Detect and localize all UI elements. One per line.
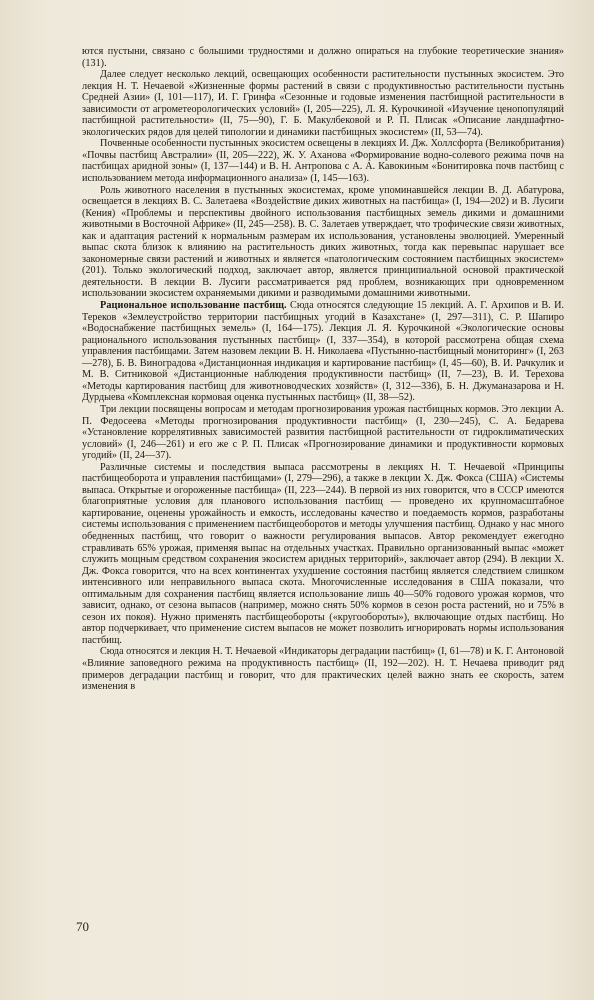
section-heading: Рациональное использование пастбищ.	[100, 300, 287, 312]
paragraph-2: Далее следует несколько лекций, освещающих особенности растительности пустынных экосистем. Это лекция Н. Т. Нечаевой «Жизненные формы растений в связи с продуктивностью растительности пустынь Средней Азии» (I, 101—117), И. Г. Гринфа «Сезонные и годовые изменения пастбищной растительности в зависимости от агрометеорологических условий» (I, 205—225), Л. Я. Курочкиной «Изучение ценопопуляций пастбищной растительности» (II, 75—90), Г. Б. Макулбековой и Р. П. Плисак «Описание ландшафтно-экологических рядов для целей типологии и динамики пастбищных экосистем» (II, 53—74).	[82, 69, 564, 138]
paragraph-8: Сюда относятся и лекция Н. Т. Нечаевой «Индикаторы деградации пастбищ» (I, 61—78) и К. Г. Антоновой «Влияние заповедного режима на продуктивность пастбищ» (II, 192—202). Н. Т. Нечаева приводит ряд примеров деградации пастбищ и говорит, что для практических целей важно знать ее скорость, затем изменения в	[82, 646, 564, 693]
paragraph-5-text: Сюда относятся следующие 15 лекций. А. Г. Архипов и В. И. Тереков «Землеустройство территории пастбищных угодий в Казахстане» (I, 297—311), С. Р. Шапиро «Водоснабжение пастбищных земель» (I, 164—175). Лекция Л. Я. Курочкиной «Экологические основы рационального использования пустынных пастбищ» (I, 337—354), в которой рассмотрена общая схема управления пастбищами. Затем назовем лекции В. Н. Николаева «Пустынно-пастбищный мониторинг» (I, 263—278), Б. В. Виноградова «Дистанционная индикация и картирование пастбищ» (I, 45—60), В. И. Рачкулик и М. В. Ситниковой «Дистанционные наблюдения продуктивности пастбищ» (II, 7—23), В. И. Терехова «Методы картирования пастбищ для животноводческих хозяйств» (I, 312—336), Б. Н. Джуманазарова и Н. Дурдыева «Комплексная кормовая оценка пустынных пастбищ» (II, 38—52).	[82, 300, 564, 404]
body-text	[82, 46, 564, 693]
paragraph-4: Роль животного населения в пустынных экосистемах, кроме упоминавшейся лекции В. Д. Абатурова, освещается в лекциях В. С. Залетаева «Воздействие диких животных на пастбища» (I, 194—202) и В. Лусиги (Кения) «Проблемы и перспективы двойного использования пастбищных земель дикими и домашними животными в Восточной Африке» (II, 245—258). В. С. Залетаев утверждает, что трофические связи животных, как и адаптация растений к нормальным размерам их использования, установлены эволюцией. Умеренный выпас скота близок к влиянию на растительность диких животных, тогда как перевыпас нарушает все закономерные связи растений и животных и является «патологическим состоянием пастбищных экосистем» (201). Только экологический подход, заключает автор, является принципиальной основой практической деятельности. В лекции В. Лусиги рассматривается ряд проблем, возникающих при одновременном использовании экосистем охраняемыми дикими и разводимыми домашними животными.	[82, 184, 565, 300]
page-number: 70	[76, 919, 89, 934]
paragraph-6: Три лекции посвящены вопросам и методам прогнозирования урожая пастбищных кормов. Это лекции А. П. Федосеева «Методы прогнозирования продуктивности пастбищ» (I, 230—245), С. А. Бедарева «Установление коррелятивных зависимостей развития пастбищной растительности от гидроклиматических условий» (I, 246—261) и его же с Р. П. Плисак «Прогнозирование динамики и продуктивности кормовых угодий» (II, 24—37).	[82, 403, 564, 462]
paragraph-3: Почвенные особенности пустынных экосистем освещены в лекциях И. Дж. Холлсфорта (Великобритания) «Почвы пастбищ Австралии» (II, 205—222), Ж. У. Аханова «Формирование водно-солевого режима почв на пастбищах аридной зоны» (I, 137—144) и В. Н. Антропова с А. А. Кавокиным «Бонитировка почв пастбищ с использованием метода информационного анализа» (I, 145—163).	[82, 138, 564, 185]
paragraph-1: ются пустыни, связано с большими трудностями и должно опираться на глубокие теоретические знания» (131).	[82, 46, 564, 69]
paragraph-7: Различные системы и последствия выпаса рассмотрены в лекциях Н. Т. Нечаевой «Принципы пастбищеоборота и управления пастбищами» (I, 279—296), а также в лекции Х. Дж. Фокса (США) «Системы выпаса. Открытые и огороженные пастбища» (II, 223—244). В первой из них говорится, что в СССР имеются благоприятные условия для планового использования пастбищ — проведено их крупномасштабное картирование, оценены урожайность и емкость, исследованы качество и поедаемость кормов, разработаны системы использования с применением пастбищеоборотов и методы улучшения пастбищ. Однако у нас много обедненных пастбищ, что говорит о важности регулирования выпасов. Автор рекомендует ежегодно стравливать 65% урожая, применяя выпас на отдельных участках. Правильно организованный выпас «может служить мощным средством сохранения экосистем аридных территорий», заключает автор (294). В лекции Х. Дж. Фокса говорится, что на всех континентах ухудшение состояния пастбищ является следствием слишком интенсивного или неправильного выпаса скота. Многочисленные исследования в США показали, что оптимальным для сохранения пастбищ является использование лишь 40—50% годового урожая кормов, что зависит, однако, от сезона выпасов (например, можно снять 50% кормов в сезон роста растений, но и 75% в сезон их покоя). Нужно применять пастбищеобороты («кругообороты»), включающие отдых пастбищ. Но автор подчеркивает, что применение систем выпасов не может позволить игнорировать нормы использования пастбищ.	[82, 461, 564, 646]
paragraph-5	[82, 300, 564, 404]
